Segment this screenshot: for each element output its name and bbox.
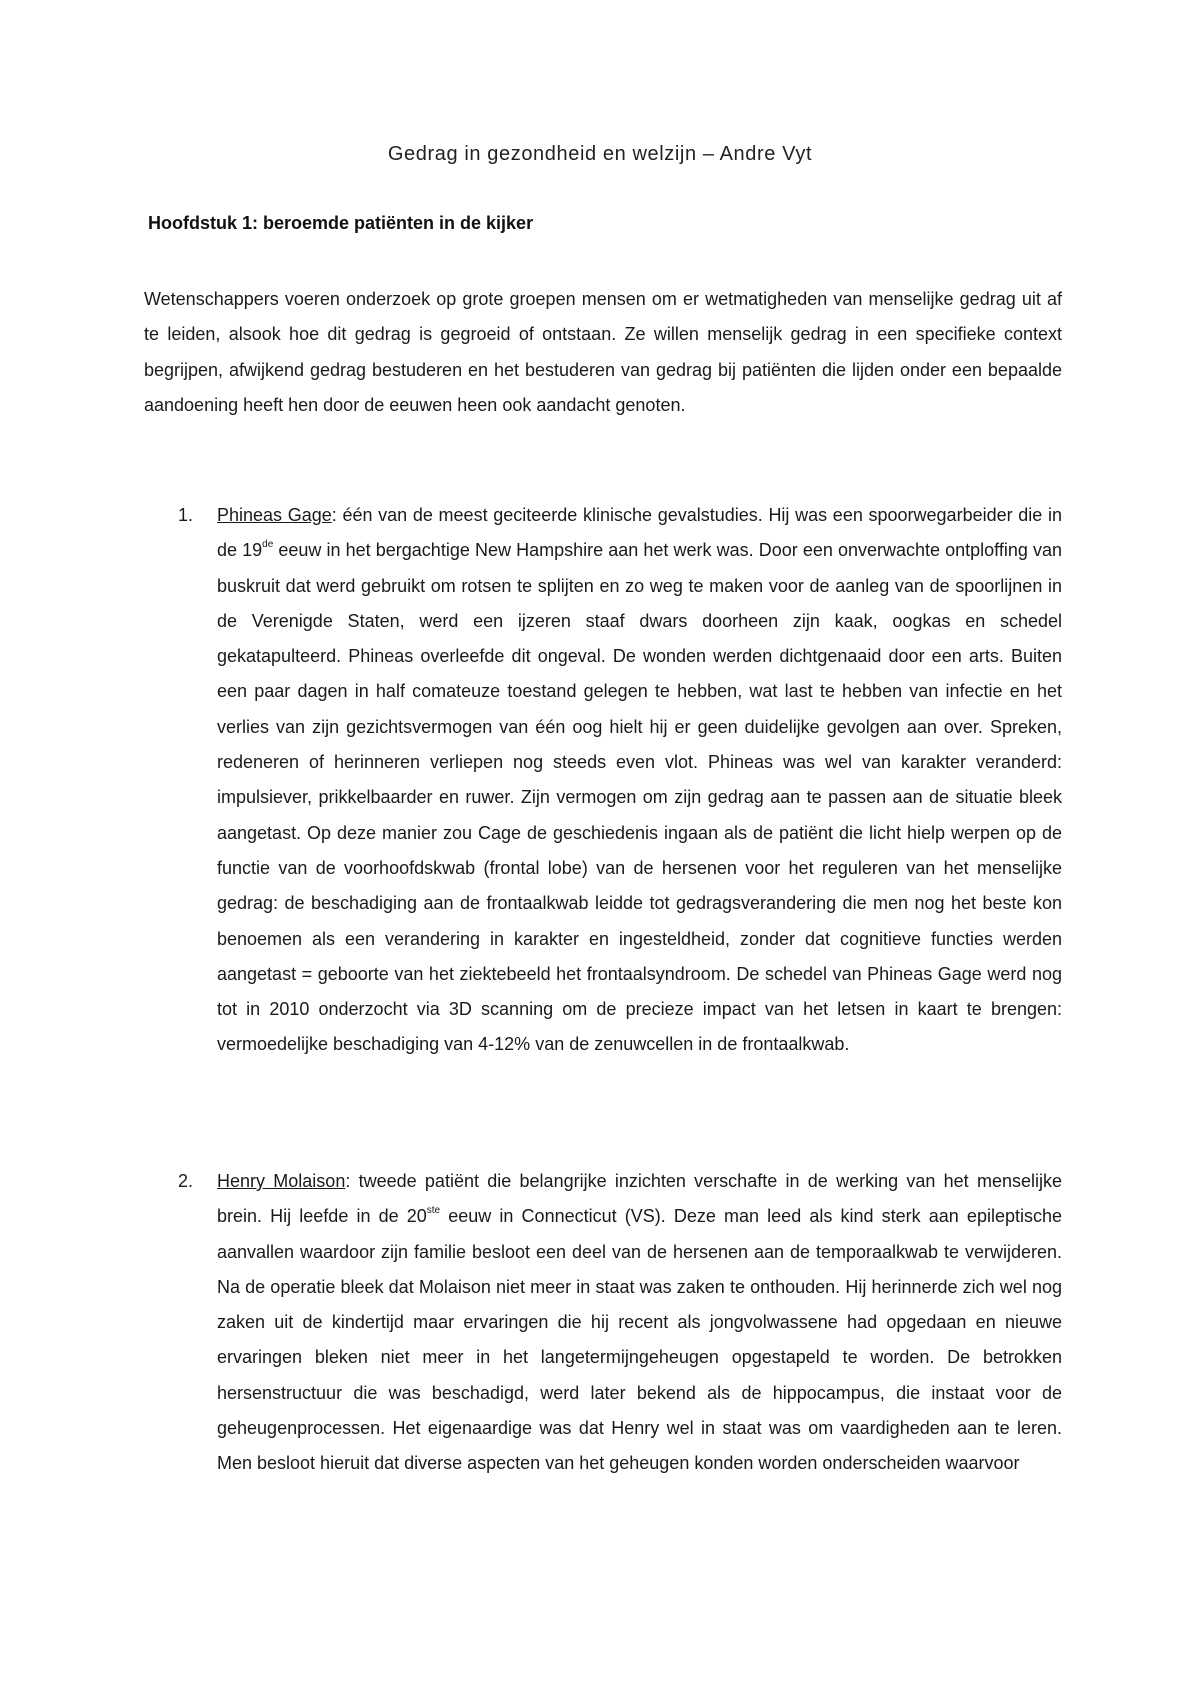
document-title: Gedrag in gezondheid en welzijn – Andre Vyt (387, 143, 813, 165)
ordinal-suffix: de (262, 539, 274, 551)
patient-name: Henry Molaison (217, 1171, 346, 1191)
intro-paragraph: Wetenschappers voeren onderzoek op grote groepen mensen om er wetmatigheden van menselijke gedrag uit af te leiden, alsook hoe dit gedrag is gegroeid of ontstaan. Ze willen menselijk gedrag in een specifieke context begrijpen, afwijkend gedrag bestuderen en het bestuderen van gedrag bij patiënten die lijden onder een bepaalde aandoening heeft hen door de eeuwen heen ook aandacht genoten. (144, 289, 1062, 415)
patient-name: Phineas Gage (217, 505, 332, 525)
item-text-part: : tweede patiënt die belangrijke inzichten verschafte in de werking van het menselijke brein. Hij leefde in de 20 (217, 1171, 1062, 1227)
list-item-number: 2. (178, 1171, 194, 1191)
list-item-number: 1. (178, 505, 194, 525)
item-text-part: eeuw in het bergachtige New Hampshire aan het werk was. Door een onverwachte ontploffing van buskruit dat werd gebruikt om rotsen te splijten en zo weg te maken voor de aanleg van de spoorlijnen in de Verenigde Staten, werd een ijzeren staaf dwars doorheen zijn kaak, oogkas en schedel gekatapulteerd. Phineas overleefde dit ongeval. De wonden werden dichtgenaaid door een arts. Buiten een paar dagen in half comateuze toestand gelegen te hebben, wat last te hebben van infectie en het verlies van zijn gezichtsvermogen van één oog hielt hij er geen duidelijke gevolgen aan over. Spreken, redeneren of herinneren verliepen nog steeds even vlot. Phineas was wel van karakter veranderd: impulsiever, prikkelbaarder en ruwer. Zijn vermogen om zijn gedrag aan te passen aan de situatie bleek aangetast. Op deze manier zou Cage de geschiedenis ingaan als de patiënt die licht hielp werpen op de functie van de voorhoofdskwab (frontal lobe) van de hersenen voor het reguleren van het menselijke gedrag: de beschadiging aan de frontaalkwab leidde tot gedragsverandering die men nog het beste kon benoemen als een verandering in karakter en ingesteldheid, zonder dat cognitieve functies werden aangetast = geboorte van het ziektebeeld het frontaalsyndroom. De schedel van Phineas Gage werd nog tot in 2010 onderzocht via 3D scanning om de precieze impact van het letsen in kaart te brengen: vermoedelijke beschadiging van 4-12% van de zenuwcellen in de frontaalkwab. (217, 540, 1062, 1055)
chapter-heading: Hoofdstuk 1: beroemde patiënten in de kijker (148, 213, 534, 233)
ordinal-suffix: ste (426, 1205, 441, 1217)
item-text-part: : één van de meest geciteerde klinische gevalstudies. Hij was een spoorwegarbeider die in de 19 (217, 505, 1062, 561)
list-item-text (217, 1164, 1062, 1482)
list-item-text (217, 498, 1062, 1063)
item-text-part: eeuw in Connecticut (VS). Deze man leed als kind sterk aan epileptische aanvallen waardoor zijn familie besloot een deel van de hersenen aan de temporaalkwab te verwijderen. Na de operatie bleek dat Molaison niet meer in staat was zaken te onthouden. Hij herinnerde zich wel nog zaken uit de kindertijd maar ervaringen die hij recent als jongvolwassene had opgedaan en nieuwe ervaringen bleken niet meer in het langetermijngeheugen opgestapeld te worden. De betrokken hersenstructuur die was beschadigd, werd later bekend als de hippocampus, die instaat voor de geheugenprocessen. Het eigenaardige was dat Henry wel in staat was om vaardigheden aan te leren. Men besloot hieruit dat diverse aspecten van het geheugen konden worden onderscheiden waarvoor (217, 1206, 1062, 1474)
